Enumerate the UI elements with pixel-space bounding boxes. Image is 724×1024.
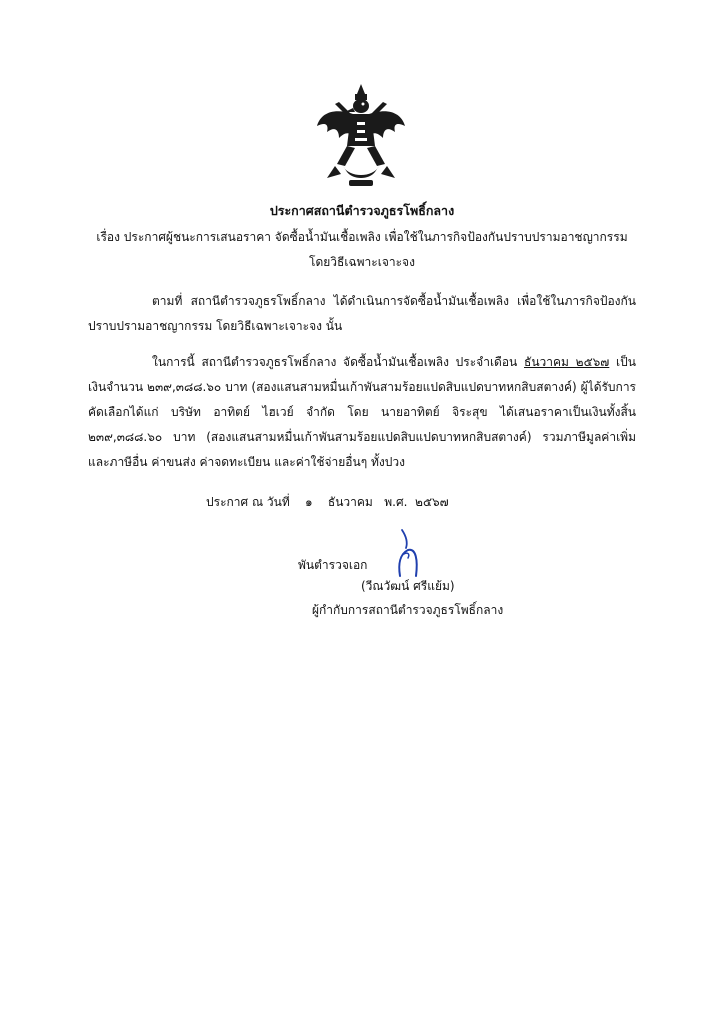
signer-name: (วีณวัฒน์ ศรีแย้ม) bbox=[361, 579, 455, 593]
subject-line: เรื่อง ประกาศผู้ชนะการเสนอราคา จัดซื้อน้ำมันเชื้อเพลิง เพื่อใช้ในภารกิจป้องกันปราบปรามอาชญากรรม bbox=[96, 230, 628, 244]
signer-rank: พันตำรวจเอก bbox=[298, 558, 368, 572]
handwritten-signature-icon bbox=[396, 528, 422, 580]
signer-position: ผู้กำกับการสถานีตำรวจภูธรโพธิ์กลาง bbox=[312, 603, 504, 617]
subject-line-continued: โดยวิธีเฉพาะเจาะจง bbox=[309, 255, 415, 269]
paragraph-award-details: เป็นเงินจำนวน ๒๓๙,๓๘๘.๖๐ บาท (สองแสนสามหมื่นเก้าพันสามร้อยแปดสิบแปดบาทหกสิบสตางค์) ผู้ได้รับการคัดเลือกได้แก่ บริษัท อาทิตย์ ไฮเวย์ จำกัด โดย นายอาทิตย์ จิระสุข ได้เสนอราคาเป็นเงินทั้งสิ้น ๒๓๙,๓๘๘.๖๐ บาท (สองแสนสามหมื่นเก้าพันสามร้อยแปดสิบแปดบาทหกสิบสตางค์) รวมภาษีมูลค่าเพิ่มและภาษีอื่น ค่าขนส่ง ค่าจดทะเบียน และค่าใช้จ่ายอื่นๆ ทั้งปวง bbox=[88, 355, 636, 469]
paragraph-background bbox=[88, 289, 636, 339]
paragraph-background-text: ตามที่ สถานีตำรวจภูธรโพธิ์กลาง ได้ดำเนินการจัดซื้อน้ำมันเชื้อเพลิง เพื่อใช้ในภารกิจป้องกันปราบปรามอาชญากรรม โดยวิธีเฉพาะเจาะจง นั้น bbox=[88, 294, 636, 333]
garuda-emblem-icon bbox=[313, 82, 409, 190]
paragraph-award-intro: ในการนี้ สถานีตำรวจภูธรโพธิ์กลาง จัดซื้อน้ำมันเชื้อเพลิง ประจำเดือน bbox=[152, 355, 518, 369]
announcement-date: ประกาศ ณ วันที่ ๑ ธันวาคม พ.ศ. ๒๕๖๗ bbox=[206, 495, 449, 509]
month-underlined: ธันวาคม ๒๕๖๗ bbox=[524, 355, 610, 369]
announcement-title: ประกาศสถานีตำรวจภูธรโพธิ์กลาง bbox=[269, 203, 455, 218]
paragraph-award bbox=[88, 350, 636, 475]
